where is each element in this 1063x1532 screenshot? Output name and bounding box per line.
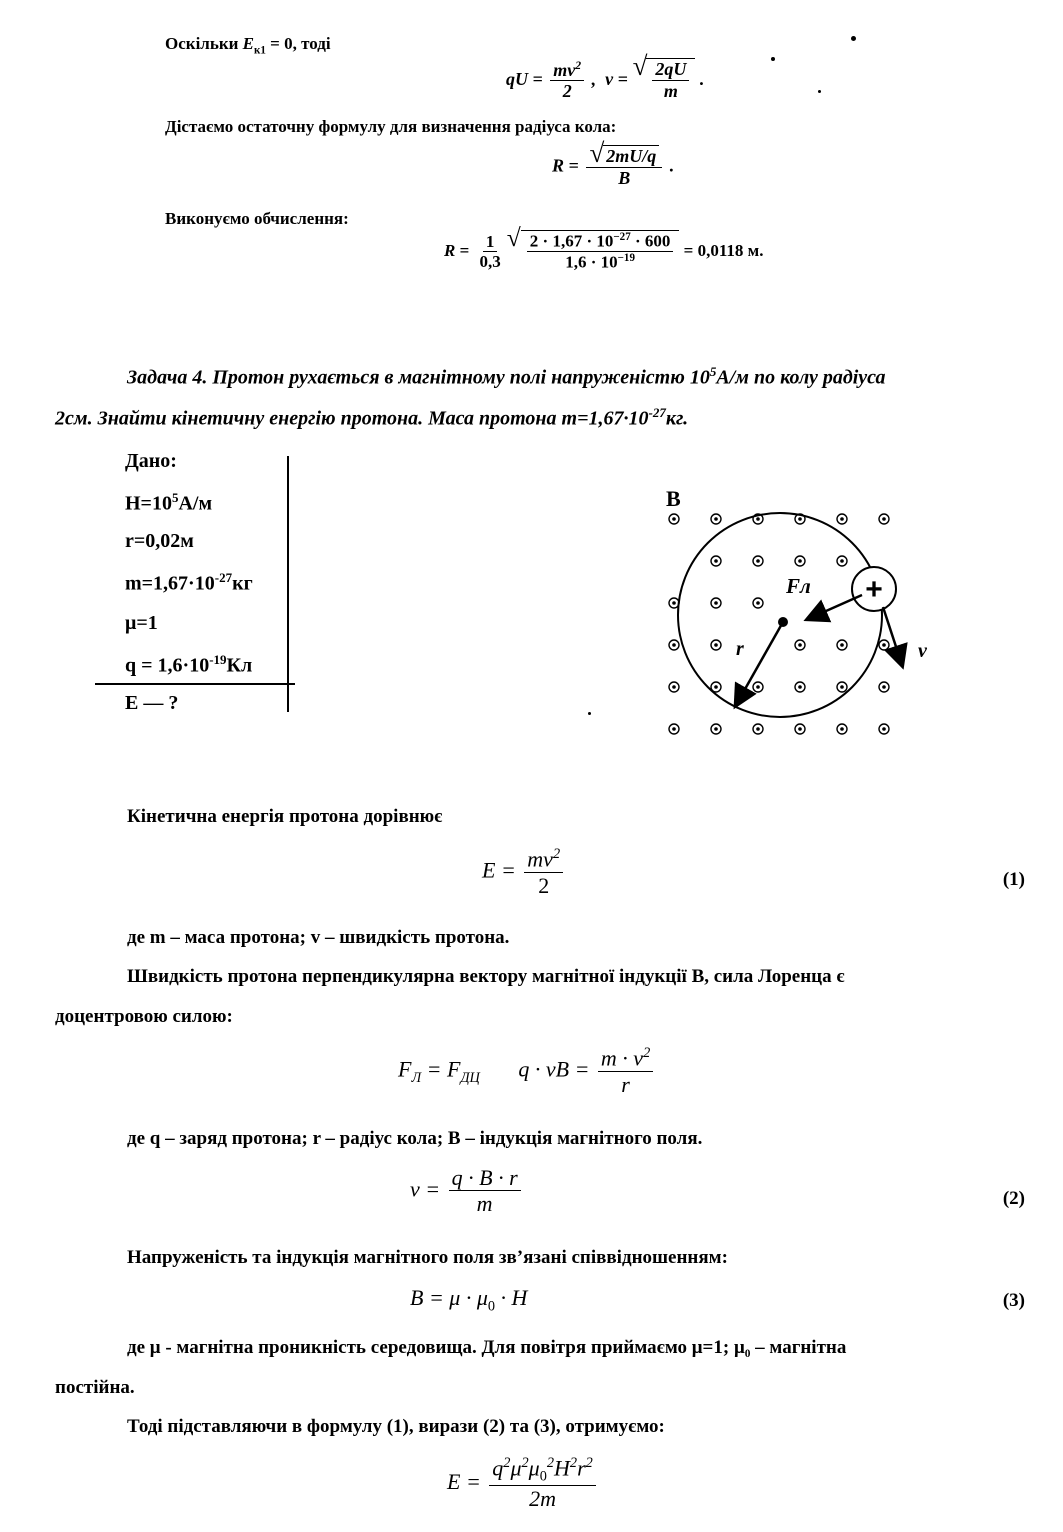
since-line: Оскільки $E_{к1} = 0$, тоді (165, 34, 331, 57)
formula-qU: qU = $\frac{mv^2}{2}$ , v = √ $\frac{2qU}{m}$ . (506, 58, 704, 103)
formula-R: R = √ $\frac{2mU/q}{B}$ . (552, 145, 674, 189)
eq-lorentz: $F_Л = F_{ДЦ}$ q · vB = $\frac{m \cdot v^2}{r}$ (398, 1045, 656, 1098)
para-velocity-1: Швидкість протона перпендикулярна вектору магнітної індукції B, сила Лоренца є (127, 966, 845, 987)
velocity-arrow (883, 607, 902, 665)
eq-number-3: (3) (1002, 1290, 1025, 1311)
orbit-circle (678, 513, 882, 717)
para-m-v: де m – маса протона; v – швидкість протона. (127, 927, 510, 948)
para-substitution: Тоді підставляючи в формулу (1), вирази (2) та (3), отримуємо: (127, 1416, 665, 1437)
eq-number-1: (1) (1002, 869, 1025, 890)
eq-1: E = $\frac{mv^2}{2}$ (482, 846, 566, 899)
para-mu-2: постійна. (55, 1377, 135, 1398)
eq-number-2: (2) (1002, 1188, 1025, 1209)
para-velocity-2: доцентровою силою: (55, 1006, 233, 1027)
scan-speck (771, 57, 775, 61)
eq-2: v = $\frac{q \cdot B \cdot r}{m}$ (410, 1165, 524, 1218)
eq-final: E = $\frac{q^2\mu^2\mu_0^2H^2r^2}{2m}$ (447, 1455, 599, 1513)
given-title: Дано: (125, 450, 177, 472)
figure-B-label: B (666, 486, 681, 511)
para-H-B-relation: Напруженість та індукція магнітного поля зв’язані співвідношенням: (127, 1247, 728, 1268)
given-vertical-rule (287, 456, 289, 712)
para-kinetic: Кінетична енергія протона дорівнює (127, 806, 443, 827)
task-line-2: 2см. Знайти кінетичну енергію протона. Маса протона $m=1,67\cdot 10^{-27}кг$. (55, 405, 689, 430)
given-H: $H=10^5А/м$ (125, 490, 213, 515)
svg-text:+: + (865, 573, 883, 606)
figure-v-label: v (918, 640, 927, 662)
lorentz-force-arrow (808, 595, 862, 619)
figure-F-label: Fл (786, 574, 811, 598)
given-horizontal-rule (95, 683, 295, 685)
para-q-r-B: де q – заряд протона; r – радіус кола; B – індукція магнітного поля. (127, 1128, 703, 1149)
radius-arrow (736, 622, 783, 705)
formula-R-numeric: R = $\frac{1}{0,3}$ √ $\frac{2 \cdot 1,67 \cdot 10^{-27} \cdot 600}{1,6 \cdot 10^{-19}}$ = 0,0118 м. (444, 230, 763, 273)
get-formula-text: Дістаємо остаточну формулу для визначення радіуса кола: (165, 117, 617, 136)
task-line-1: Задача 4. Протон рухається в магнітному полі напруженістю $10^5А/м$ по колу радіуса (127, 364, 886, 389)
eq-3: $B = \mu \cdot \mu_0 \cdot H$ (410, 1285, 528, 1315)
given-r: r=0,02м (125, 530, 194, 552)
scan-speck (588, 712, 591, 715)
given-m: $m=1,67\cdot 10^{-27}кг$ (125, 570, 253, 595)
para-mu-1: де μ - магнітна проникність середовища. Для повітря приймаємо μ=1; μ₀ – магнітна (127, 1337, 847, 1358)
scan-speck (851, 36, 856, 41)
scan-speck (818, 90, 821, 93)
given-find: E — ? (125, 692, 179, 714)
computing-text: Виконуємо обчислення: (165, 209, 349, 228)
magnetic-field-figure (650, 495, 910, 755)
given-mu: μ=1 (125, 612, 158, 634)
given-q: $q = 1,6\cdot 10^{-19}Кл$ (125, 652, 253, 677)
figure-r-label: r (736, 638, 744, 660)
